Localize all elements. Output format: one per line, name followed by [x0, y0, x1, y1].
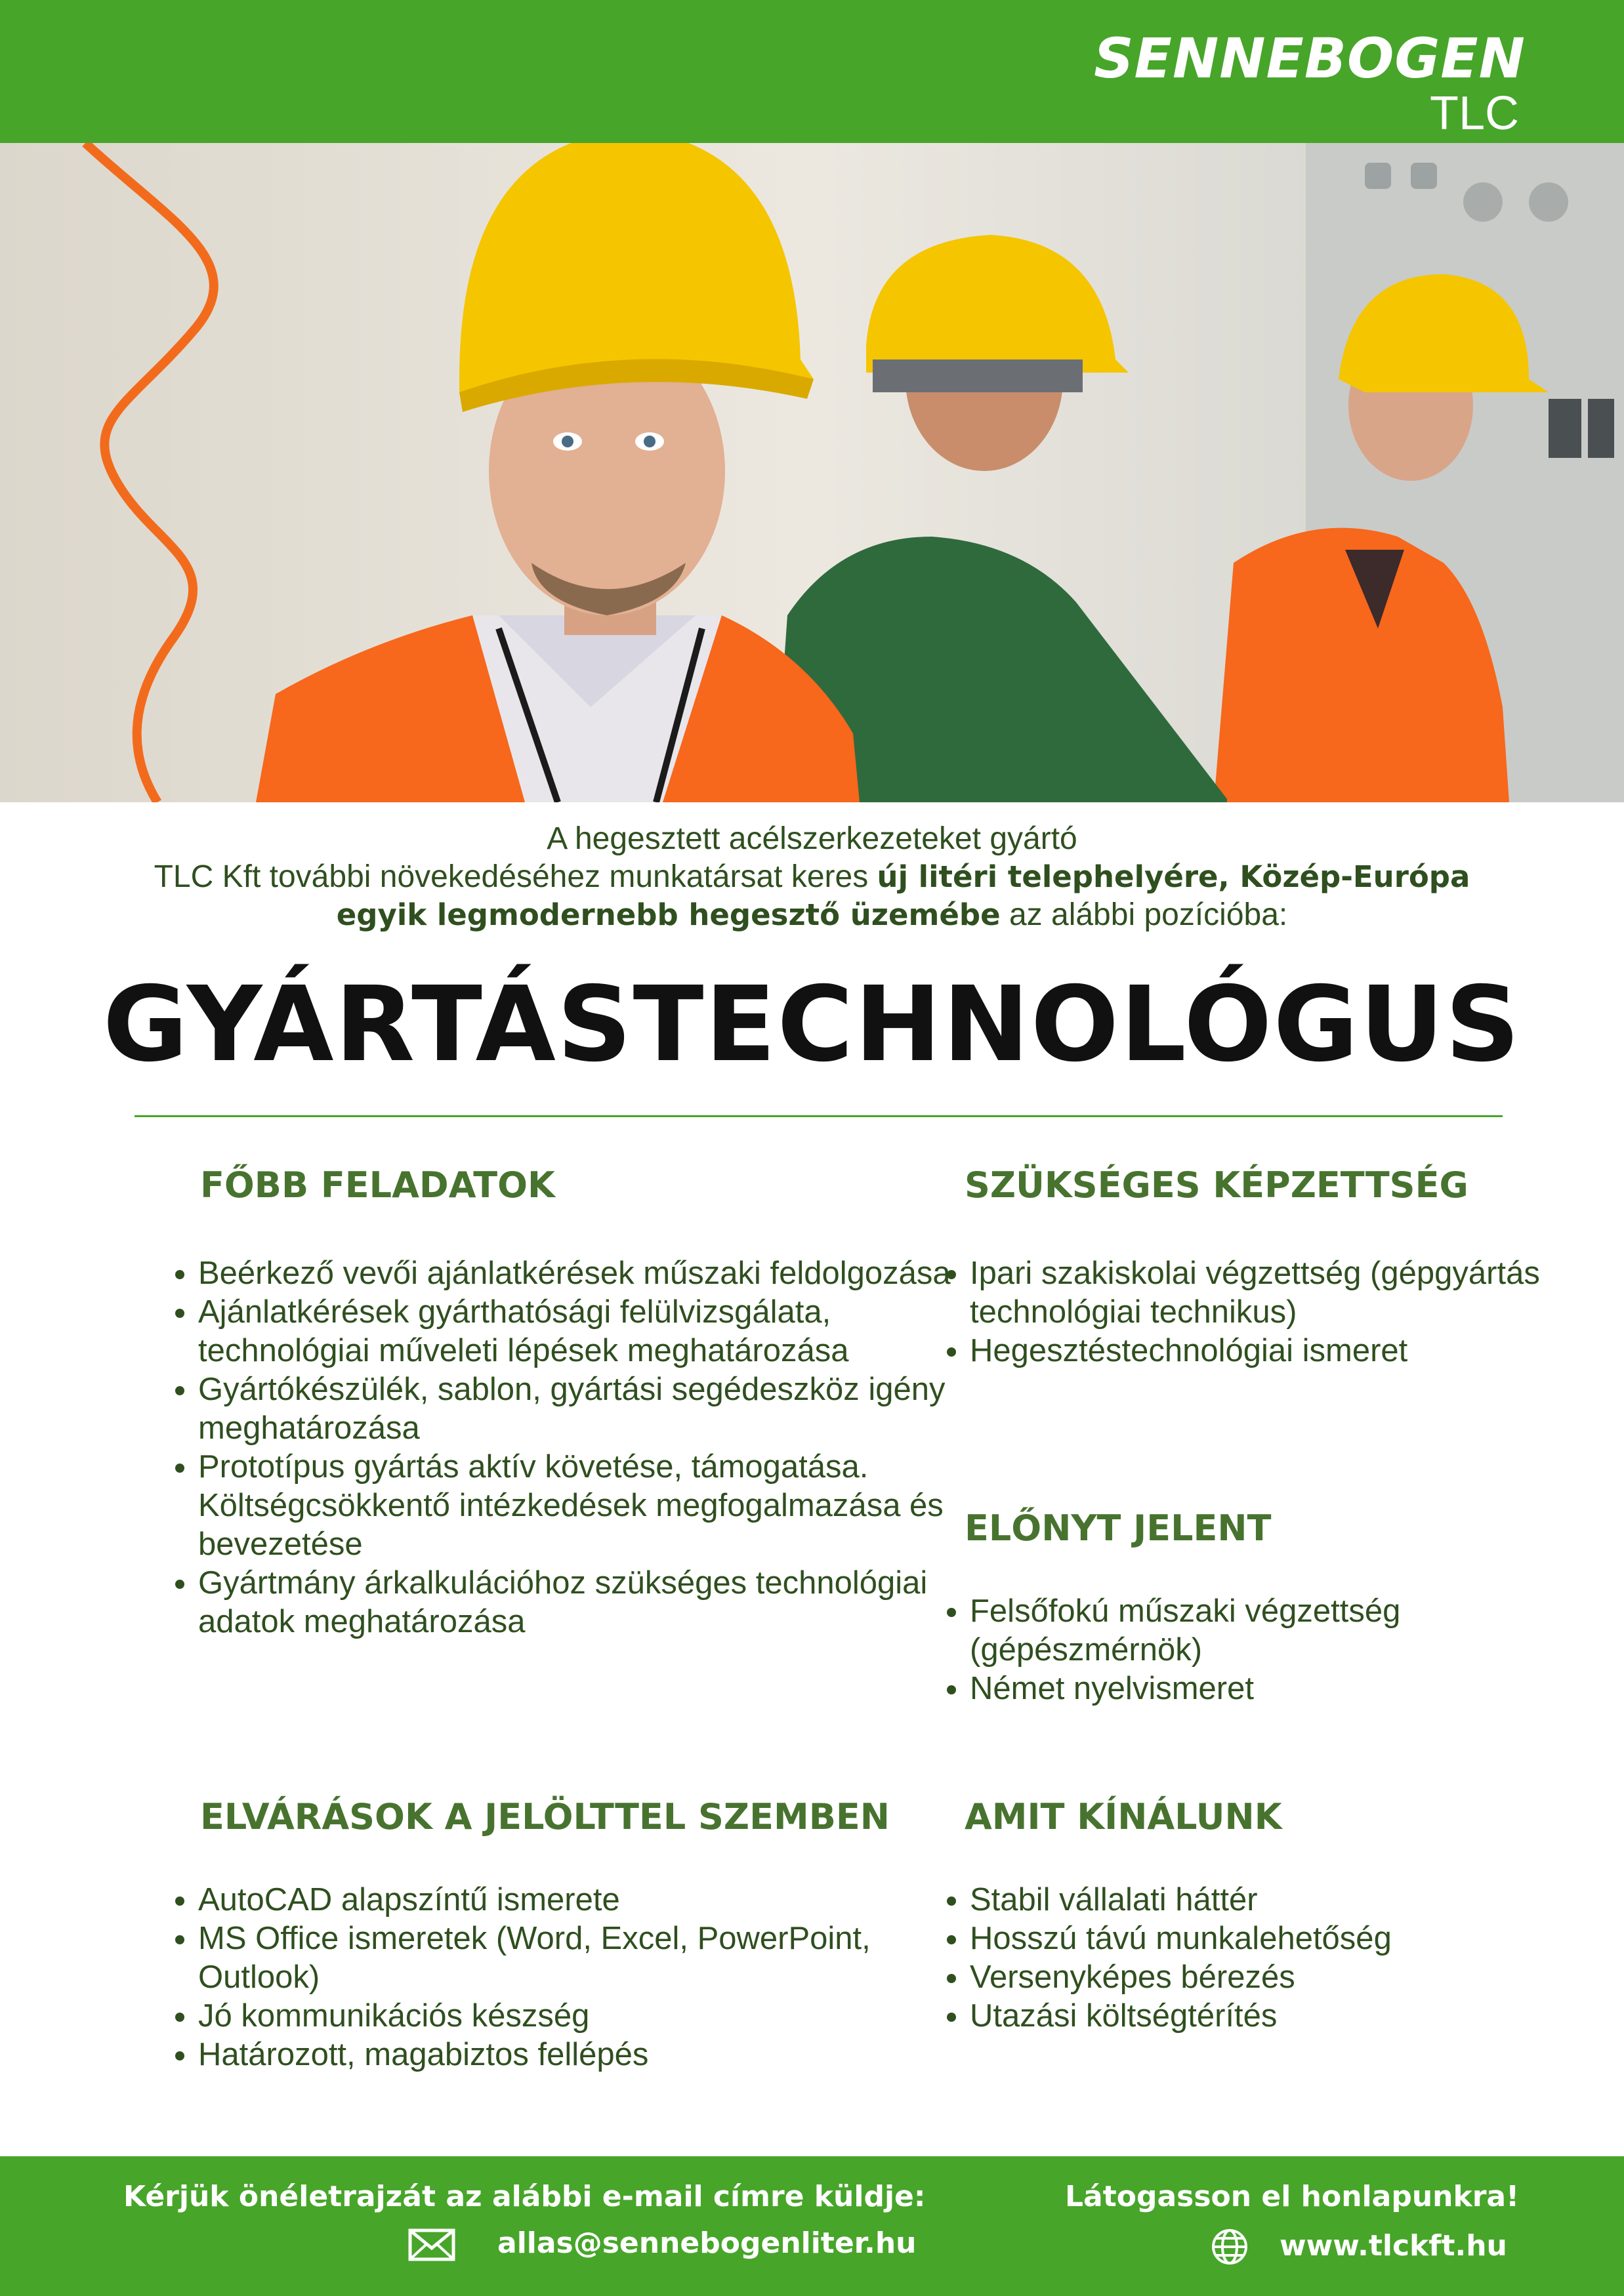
- offer-heading: AMIT KÍNÁLUNK: [965, 1796, 1282, 1837]
- list-item: • Beérkező vevői ajánlatkérések műszaki feldolgozása: [198, 1254, 959, 1293]
- offer-list: [928, 1881, 1547, 2036]
- intro-line-1: A hegesztett acélszerkezeteket gyártó: [547, 821, 1077, 856]
- job-title: GYÁRTÁSTECHNOLÓGUS: [102, 964, 1522, 1085]
- cv-prompt: Kérjük önéletrajzát az alábbi e-mail címre küldje:: [123, 2180, 926, 2213]
- intro-line-2-plain: TLC Kft további növekedéséhez munkatársat keres: [154, 859, 877, 894]
- qualifications-list: [928, 1254, 1547, 1370]
- intro-text: [0, 820, 1624, 934]
- globe-icon: [1211, 2228, 1248, 2265]
- divider: [135, 1115, 1503, 1117]
- list-item: • AutoCAD alapszíntű ismerete: [198, 1881, 959, 1919]
- top-banner: [0, 0, 1624, 143]
- logo-name: SENNEBOGEN: [1094, 26, 1526, 91]
- advantages-heading: ELŐNYT JELENT: [965, 1507, 1272, 1549]
- company-logo: [1094, 26, 1526, 140]
- list-item: • Gyártókészülék, sablon, gyártási segédeszköz igény meghatározása: [198, 1370, 959, 1448]
- qualifications-heading: SZÜKSÉGES KÉPZETTSÉG: [965, 1164, 1468, 1206]
- list-item: • Versenyképes bérezés: [970, 1958, 1547, 1997]
- workers-illustration: [0, 143, 1624, 802]
- tasks-list: [156, 1254, 959, 1641]
- intro-line-2-bold: új litéri telephelyére, Közép-Európa: [877, 859, 1470, 894]
- intro-line-2: [0, 858, 1624, 896]
- intro-line-3-bold: egyik legmodernebb hegesztő üzemébe: [336, 897, 1001, 932]
- web-prompt: Látogasson el honlapunkra!: [1065, 2180, 1520, 2213]
- intro-line-3: [0, 896, 1624, 934]
- list-item: • Hosszú távú munkalehetőség: [970, 1919, 1547, 1958]
- logo-sub: TLC: [1429, 87, 1519, 140]
- envelope-icon: [408, 2228, 455, 2261]
- list-item: • MS Office ismeretek (Word, Excel, PowerPoint, Outlook): [198, 1919, 959, 1997]
- list-item: • Hegesztéstechnológiai ismeret: [970, 1332, 1547, 1370]
- website-link[interactable]: www.tlckft.hu: [1280, 2229, 1507, 2263]
- list-item: • Ajánlatkérések gyárthatósági felülvizsgálata, technológiai műveleti lépések meghatározása: [198, 1293, 959, 1370]
- list-item: • Jó kommunikációs készség: [198, 1997, 959, 2036]
- list-item: • Stabil vállalati háttér: [970, 1881, 1547, 1919]
- list-item: • Ipari szakiskolai végzettség (gépgyártás technológiai technikus): [970, 1254, 1547, 1332]
- advantages-list: [928, 1592, 1547, 1708]
- hero-photo: [0, 143, 1624, 802]
- list-item: • Prototípus gyártás aktív követése, támogatása. Költségcsökkentő intézkedések megfogalmazása és bevezetése: [198, 1448, 959, 1564]
- footer: [0, 2156, 1624, 2296]
- email-link[interactable]: allas@sennebogenliter.hu: [497, 2226, 917, 2260]
- tasks-heading: FŐBB FELADATOK: [200, 1164, 555, 1206]
- list-item: • Határozott, magabiztos fellépés: [198, 2036, 959, 2074]
- list-item: • Utazási költségtérítés: [970, 1997, 1547, 2036]
- list-item: • Gyártmány árkalkulációhoz szükséges technológiai adatok meghatározása: [198, 1564, 959, 1641]
- requirements-heading: ELVÁRÁSOK A JELÖLTTEL SZEMBEN: [200, 1796, 890, 1837]
- intro-line-3-plain: az alábbi pozícióba:: [1000, 897, 1288, 932]
- list-item: • Német nyelvismeret: [970, 1670, 1547, 1708]
- requirements-list: [156, 1881, 959, 2074]
- list-item: • Felsőfokú műszaki végzettség (gépészmérnök): [970, 1592, 1547, 1670]
